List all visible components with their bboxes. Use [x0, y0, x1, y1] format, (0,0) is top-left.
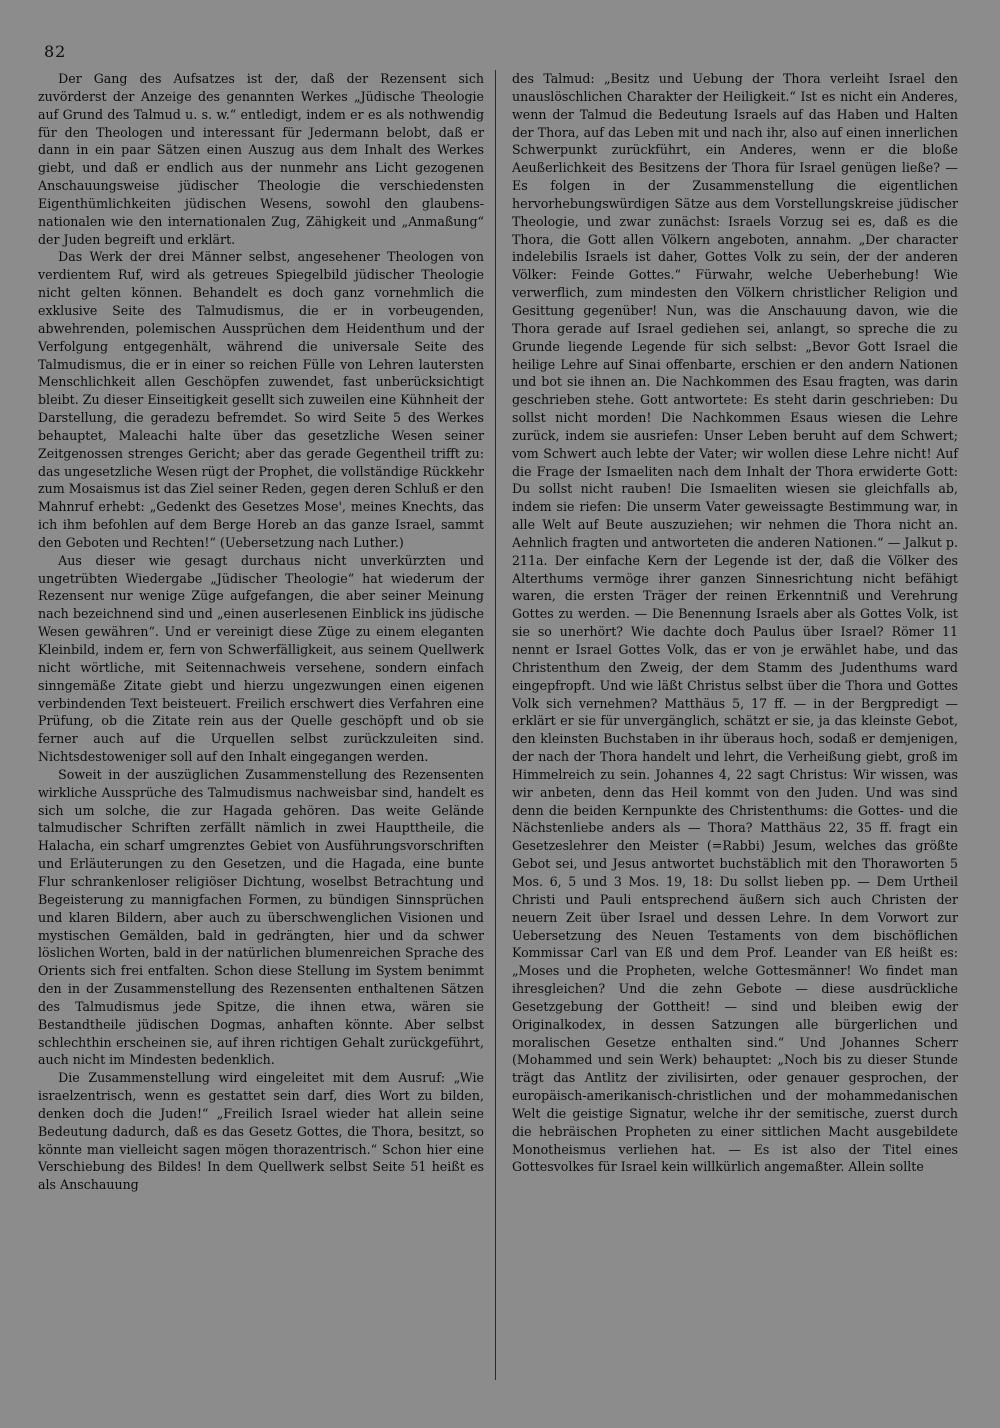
- column-divider: [495, 70, 496, 1380]
- paragraph: Das Werk der drei Männer selbst, angesehener Theologen von verdientem Ruf, wird als getreues Spiegelbild jüdischer Theologie nicht gelten können. Behandelt es doch ganz vornehmlich die exklusive Seite des Talmudismus, die er in vorbeugenden, abwehrenden, polemischen Aussprüchen dem Heidenthum und der Verfolgung entgegenhält, während die universale Seite des Talmudismus, die er in einer so reichen Fülle von Lehren lautersten Menschlichkeit allen Geschöpfen zuwendet, fast unberücksichtigt bleibt. Zu dieser Einseitigkeit gesellt sich zuweilen eine Kühnheit der Darstellung, die geradezu befremdet. So wird Seite 5 des Werkes behauptet, Maleachi halte über das gesetzliche Wesen seiner Zeitgenossen strenges Gericht; aber das gerade Gegentheil trifft zu: das ungesetzliche Wesen rügt der Prophet, die vollständige Rückkehr zum Mosaismus ist das Ziel seiner Reden, gegen deren Schluß er den Mahnruf erhebt: „Gedenkt des Gesetzes Mose', meines Knechts, das ich ihm befohlen auf dem Berge Horeb an das ganze Israel, sammt den Geboten und Rechten!“ (Uebersetzung nach Luther.): [38, 249, 484, 550]
- right-column: [512, 70, 958, 1176]
- left-column: [38, 70, 484, 1194]
- paragraph: Soweit in der auszüglichen Zusammenstellung des Rezensenten wirkliche Aussprüche des Talmudismus nachweisbar sind, handelt es sich um solche, die zur Hagada gehören. Das weite Gelände talmudischer Schriften zerfällt nämlich in zwei Haupttheile, die Halacha, ein scharf umgrenztes Gebiet von Ausführungsvorschriften und Erläuterungen zu den Gesetzen, und die Hagada, eine bunte Flur schrankenloser religiöser Dichtung, woselbst Betrachtung und Begeisterung zu mannigfachen Formen, zu bündigen Sinnsprüchen und klaren Bildern, aber auch zu überschwenglichen Visionen und mystischen Gemälden, bald in gedrängten, hier und da schwer löslichen Worten, bald in der natürlichen blumenreichen Sprache des Orients sich frei entfalten. Schon diese Stellung im System benimmt den in der Zusammenstellung des Rezensenten enthaltenen Sätzen des Talmudismus jede Spitze, die ihnen etwa, wären sie Bestandtheile jüdischen Dogmas, anhaften könnte. Aber selbst schlechthin erscheinen sie, auf ihren richtigen Gehalt zurückgeführt, auch nicht im Mindesten bedenklich.: [38, 766, 484, 1068]
- paragraph: des Talmud: „Besitz und Uebung der Thora verleiht Israel den unauslöschlichen Charakter der Heiligkeit.“ Ist es nicht ein Anderes, wenn der Talmud die Bedeutung Israels auf das Haben und Halten der Thora, auf das Leben mit und nach ihr, also auf einen innerlichen Schwerpunkt zurückführt, ein Anderes, wenn er die bloße Aeußerlichkeit des Besitzens der Thora für Israel genügen ließe? — Es folgen in der Zusammenstellung die eigentlichen hervorhebungswürdigen Sätze aus dem Vorstellungskreise jüdischer Theologie, und zwar zunächst: Israels Vorzug sei es, daß es die Thora, die Gott allen Völkern angeboten, annahm. „Der character indelebilis Israels ist daher, Gottes Volk zu sein, der der anderen Völker: Feinde Gottes.“ Fürwahr, welche Ueberhebung! Wie verwerflich, zum mindesten den Völkern christlicher Religion und Gesittung gegenüber! Nun, was die Anschauung davon, wie die Thora gerade auf Israel gediehen sei, anlangt, so spreche die zu Grunde liegende Legende für sich selbst: „Bevor Gott Israel die heilige Lehre auf Sinai offenbarte, erschien er den andern Nationen und bot sie ihnen an. Die Nachkommen des Esau fragten, was darin geschrieben stehe. Gott antwortete: Es steht darin geschrieben: Du sollst nicht morden! Die Nachkommen Esaus wiesen die Lehre zurück, indem sie ausriefen: Unser Leben beruht auf dem Schwert; vom Schwert auch lebte der Vater; wir wollen diese Lehre nicht! Auf die Frage der Ismaeliten nach dem Inhalt der Thora erwiderte Gott: Du sollst nicht rauben! Die Ismaeliten wiesen sie gleichfalls ab, indem sie riefen: Die unserm Vater geweissagte Bestimmung war, in alle Welt auf Beute auszuziehen; wir nehmen die Thora nicht an. Aehnlich fragten und antworteten die anderen Nationen.“ — Jalkut p. 211a. Der einfache Kern der Legende ist der, daß die Völker des Alterthums vermöge ihrer ganzen Sinnesrichtung nicht befähigt waren, die ersten Träger der reinen Erkenntniß und Verehrung Gottes zu werden. — Die Benennung Israels aber als Gottes Volk, ist sie so unerhört? Wie dachte doch Paulus über Israel? Römer 11 nennt er Israel Gottes Volk, das er von je erwählet habe, und das Christenthum den Zweig, der dem Stamm des Judenthums ward eingepfropft. Und wie läßt Christus selbst über die Thora und Gottes Volk sich vernehmen? Matthäus 5, 17 ff. — in der Bergpredigt — erklärt er sie für unvergänglich, schätzt er sie, ja das kleinste Gebot, den kleinsten Buchstaben in ihr überaus hoch, sodaß er demjenigen, der nach der Thora handelt und lehrt, die Verheißung giebt, groß im Himmelreich zu sein. Johannes 4, 22 sagt Christus: Wir wissen, was wir anbeten, denn das Heil kommt von den Juden. Und was sind denn die beiden Kernpunkte des Christenthums: die Gottes- und die Nächstenliebe anders als — Thora? Matthäus 22, 35 ff. fragt ein Gesetzeslehrer den Meister (=Rabbi) Jesum, welches das größte Gebot sei, und Jesus antwortet buchstäblich mit den Thoraworten 5 Mos. 6, 5 und 3 Mos. 19, 18: Du sollst lieben pp. — Dem Urtheil Christi und Pauli entsprechend äußern sich auch Christen der neuern Zeit über Israel und dessen Lehre. In dem Vorwort zur Uebersetzung des Neuen Testaments von dem bischöflichen Kommissar Carl van Eß und dem Prof. Leander van Eß heißt es: „Moses und die Propheten, welche Gottesmänner! Wo findet man ihresgleichen? Und die zehn Gebote — diese ausdrückliche Gesetzgebung der Gottheit! — sind und bleiben ewig der Originalkodex, in dessen Satzungen alle bürgerlichen und moralischen Gesetze enthalten sind.“ Und Johannes Scherr (Mohammed und sein Werk) behauptet: „Noch bis zu dieser Stunde trägt das Antlitz der zivilisirten, oder genauer gesprochen, der europäisch-amerikanisch-christlichen und der mohammedanischen Welt die geistige Signatur, welche ihr der semitische, zuerst durch die hebräischen Propheten zu einer sittlichen Macht ausgebildete Monotheismus verliehen hat. — Es ist also der Titel eines Gottesvolkes für Israel kein willkürlich angemaßter. Allein sollte: [512, 71, 958, 1175]
- paragraph: Der Gang des Aufsatzes ist der, daß der Rezensent sich zuvörderst der Anzeige des genannten Werkes „Jüdische Theologie auf Grund des Talmud u. s. w.“ entledigt, indem er es als nothwendig für den Theologen und interessant für Jedermann belobt, daß er dann in ein paar Sätzen einen Auszug aus dem Inhalt des Werkes giebt, und daß er endlich aus der nunmehr ans Licht gezogenen Anschauungsweise jüdischer Theologie die verschiedensten Eigenthümlichkeiten jüdischen Wesens, sowohl den glaubens-nationalen wie den internationalen Zug, Zähigkeit und „Anmaßung“ der Juden begreift und erklärt.: [38, 71, 484, 247]
- page-number: 82: [44, 42, 67, 61]
- paragraph: Die Zusammenstellung wird eingeleitet mit dem Ausruf: „Wie israelzentrisch, wenn es gestattet sein darf, dies Wort zu bilden, denken doch die Juden!“ „Freilich Israel wieder hat allein seine Bedeutung dadurch, daß es das Gesetz Gottes, die Thora, besitzt, so könnte man vielleicht sagen mögen thorazentrisch.“ Schon hier eine Verschiebung des Bildes! In dem Quellwerk selbst Seite 51 heißt es als Anschauung: [38, 1070, 484, 1193]
- paragraph: Aus dieser wie gesagt durchaus nicht unverkürzten und ungetrübten Wiedergabe „Jüdischer Theologie“ hat wiederum der Rezensent nur wenige Züge aufgefangen, die aber seiner Meinung nach bezeichnend sind und „einen auserlesenen Einblick ins jüdische Wesen gewähren“. Und er vereinigt diese Züge zu einem eleganten Kleinbild, indem er, fern von Schwerfälligkeit, aus seinem Quellwerk nicht wörtliche, mit Seitennachweis versehene, sondern einfach sinngemäße Zitate giebt und hierzu ungezwungen einen eigenen verbindenden Text beisteuert. Freilich erschwert dies Verfahren eine Prüfung, ob die Zitate rein aus der Quelle geschöpft und ob sie ferner auch auf die Urquellen selbst zurückzuleiten sind. Nichtsdestoweniger soll auf den Inhalt eingegangen werden.: [38, 552, 484, 765]
